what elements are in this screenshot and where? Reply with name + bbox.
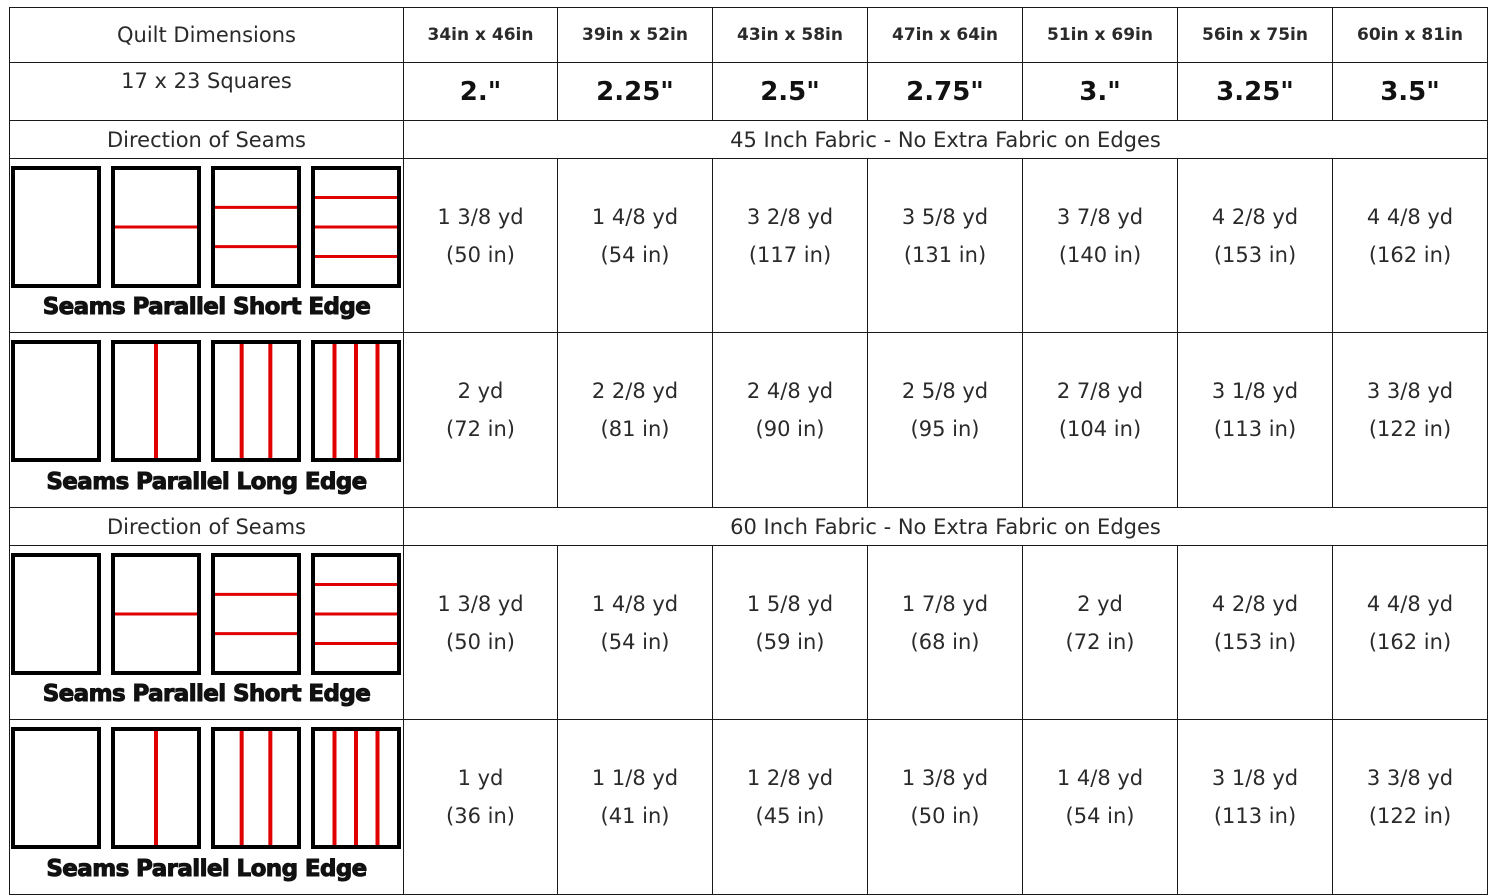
yardage-inches: (131 in) (903, 242, 987, 267)
yardage-cell (558, 333, 713, 508)
yardage-inches: (50 in) (910, 804, 980, 828)
square-size: 3." (1023, 63, 1178, 121)
yardage-yards: 3 3/8 yd (1366, 766, 1454, 790)
square-size: 3.25" (1178, 63, 1333, 121)
yardage-yards: 1 4/8 yd (1056, 766, 1144, 790)
header-row-squares (10, 63, 1488, 121)
yardage-cell (1178, 333, 1333, 508)
fabric-panel-1 (13, 729, 99, 847)
yardage-yards: 1 5/8 yd (746, 591, 834, 616)
direction-of-seams-label: Direction of Seams (10, 121, 404, 159)
yardage-inches: (72 in) (1065, 629, 1135, 654)
yardage-inches: (59 in) (755, 629, 825, 654)
fabric-panel-3 (213, 555, 299, 673)
yardage-inches: (140 in) (1058, 242, 1142, 267)
yardage-yards: 3 5/8 yd (901, 204, 989, 229)
yardage-inches: (162 in) (1368, 242, 1452, 267)
size-header: 34in x 46in (404, 8, 558, 63)
seam-direction-label: Seams Parallel Short Edge (42, 681, 371, 707)
squares-header: 17 x 23 Squares (10, 63, 404, 121)
yardage-yards: 1 2/8 yd (746, 766, 834, 790)
square-size: 2.5" (713, 63, 868, 121)
yardage-cell (404, 333, 558, 508)
yardage-yards: 3 3/8 yd (1366, 379, 1454, 403)
yardage-yards: 1 4/8 yd (591, 204, 679, 229)
yardage-inches: (117 in) (748, 242, 832, 267)
yardage-cell (868, 159, 1023, 333)
yardage-yards: 4 4/8 yd (1366, 591, 1454, 616)
yardage-cell (1023, 720, 1178, 895)
yardage-inches: (90 in) (755, 417, 825, 441)
yardage-cell (1333, 546, 1488, 720)
yardage-yards: 3 7/8 yd (1056, 204, 1144, 229)
yardage-row (10, 159, 1488, 333)
direction-of-seams-label: Direction of Seams (10, 508, 404, 546)
yardage-yards: 4 2/8 yd (1211, 204, 1299, 229)
dimensions-header: Quilt Dimensions (10, 8, 404, 63)
yardage-yards: 1 3/8 yd (437, 204, 524, 229)
section-header-row (10, 121, 1488, 159)
yardage-cell (404, 546, 558, 720)
yardage-cell (1333, 159, 1488, 333)
size-header: 51in x 69in (1023, 8, 1178, 63)
yardage-row (10, 546, 1488, 720)
yardage-inches: (41 in) (600, 804, 670, 828)
yardage-inches: (153 in) (1213, 242, 1297, 267)
yardage-yards: 1 7/8 yd (901, 591, 989, 616)
yardage-inches: (54 in) (1065, 804, 1135, 828)
yardage-table (9, 7, 1488, 895)
yardage-yards: 1 yd (457, 766, 504, 790)
fabric-panel-3 (213, 168, 299, 286)
yardage-cell (1178, 546, 1333, 720)
yardage-cell (404, 720, 558, 895)
fabric-width-section-title: 45 Inch Fabric - No Extra Fabric on Edges (404, 121, 1488, 159)
square-size: 3.5" (1333, 63, 1488, 121)
yardage-yards: 1 3/8 yd (901, 766, 989, 790)
yardage-cell (713, 159, 868, 333)
seam-direction-label: Seams Parallel Long Edge (46, 856, 367, 882)
seam-diagram-cell (10, 546, 404, 720)
yardage-cell (713, 333, 868, 508)
yardage-cell (868, 720, 1023, 895)
yardage-cell (1178, 720, 1333, 895)
yardage-row (10, 333, 1488, 508)
yardage-cell (1333, 333, 1488, 508)
fabric-panel-1 (13, 555, 99, 673)
yardage-yards: 1 3/8 yd (437, 591, 524, 616)
yardage-inches: (104 in) (1058, 417, 1142, 441)
yardage-cell (713, 720, 868, 895)
yardage-cell (1023, 546, 1178, 720)
fabric-panel-3 (213, 342, 299, 460)
section-header-row (10, 508, 1488, 546)
yardage-cell (558, 159, 713, 333)
yardage-inches: (72 in) (446, 417, 515, 441)
yardage-cell (404, 159, 558, 333)
seam-direction-label: Seams Parallel Long Edge (46, 469, 367, 495)
size-header: 60in x 81in (1333, 8, 1488, 63)
yardage-yards: 3 1/8 yd (1211, 766, 1299, 790)
yardage-inches: (113 in) (1213, 417, 1297, 441)
yardage-inches: (50 in) (446, 242, 515, 267)
fabric-panel-1 (13, 168, 99, 286)
yardage-cell (713, 546, 868, 720)
yardage-cell (1333, 720, 1488, 895)
yardage-inches: (81 in) (600, 417, 670, 441)
size-header: 47in x 64in (868, 8, 1023, 63)
yardage-inches: (68 in) (910, 629, 980, 654)
yardage-inches: (50 in) (446, 629, 515, 654)
yardage-yards: 1 1/8 yd (591, 766, 679, 790)
yardage-inches: (95 in) (910, 417, 980, 441)
yardage-yards: 1 4/8 yd (591, 591, 679, 616)
square-size: 2.75" (868, 63, 1023, 121)
yardage-yards: 2 4/8 yd (746, 379, 834, 403)
size-header: 56in x 75in (1178, 8, 1333, 63)
yardage-cell (868, 333, 1023, 508)
square-size: 2.25" (558, 63, 713, 121)
yardage-cell (868, 546, 1023, 720)
yardage-yards: 2 7/8 yd (1056, 379, 1144, 403)
yardage-inches: (162 in) (1368, 629, 1452, 654)
yardage-yards: 2 yd (1077, 591, 1123, 616)
yardage-yards: 4 4/8 yd (1366, 204, 1454, 229)
yardage-inches: (54 in) (600, 629, 670, 654)
yardage-inches: (153 in) (1213, 629, 1297, 654)
yardage-yards: 2 5/8 yd (901, 379, 989, 403)
seam-diagram-cell (10, 720, 404, 895)
yardage-inches: (113 in) (1213, 804, 1297, 828)
header-row-dimensions (10, 8, 1488, 63)
yardage-yards: 4 2/8 yd (1211, 591, 1299, 616)
yardage-inches: (122 in) (1368, 417, 1452, 441)
yardage-cell (1023, 159, 1178, 333)
seam-diagram-cell (10, 333, 404, 508)
yardage-inches: (45 in) (755, 804, 825, 828)
fabric-panel-1 (13, 342, 99, 460)
yardage-cell (1178, 159, 1333, 333)
square-size: 2." (404, 63, 558, 121)
yardage-cell (558, 546, 713, 720)
size-header: 43in x 58in (713, 8, 868, 63)
yardage-inches: (36 in) (446, 804, 515, 828)
yardage-yards: 3 1/8 yd (1211, 379, 1299, 403)
size-header: 39in x 52in (558, 8, 713, 63)
yardage-inches: (54 in) (600, 242, 670, 267)
fabric-width-section-title: 60 Inch Fabric - No Extra Fabric on Edges (404, 508, 1488, 546)
fabric-panel-3 (213, 729, 299, 847)
yardage-cell (1023, 333, 1178, 508)
yardage-yards: 3 2/8 yd (746, 204, 834, 229)
yardage-yards: 2 2/8 yd (591, 379, 679, 403)
yardage-yards: 2 yd (457, 379, 504, 403)
seam-direction-label: Seams Parallel Short Edge (42, 294, 371, 320)
yardage-inches: (122 in) (1368, 804, 1452, 828)
yardage-cell (558, 720, 713, 895)
yardage-row (10, 720, 1488, 895)
seam-diagram-cell (10, 159, 404, 333)
